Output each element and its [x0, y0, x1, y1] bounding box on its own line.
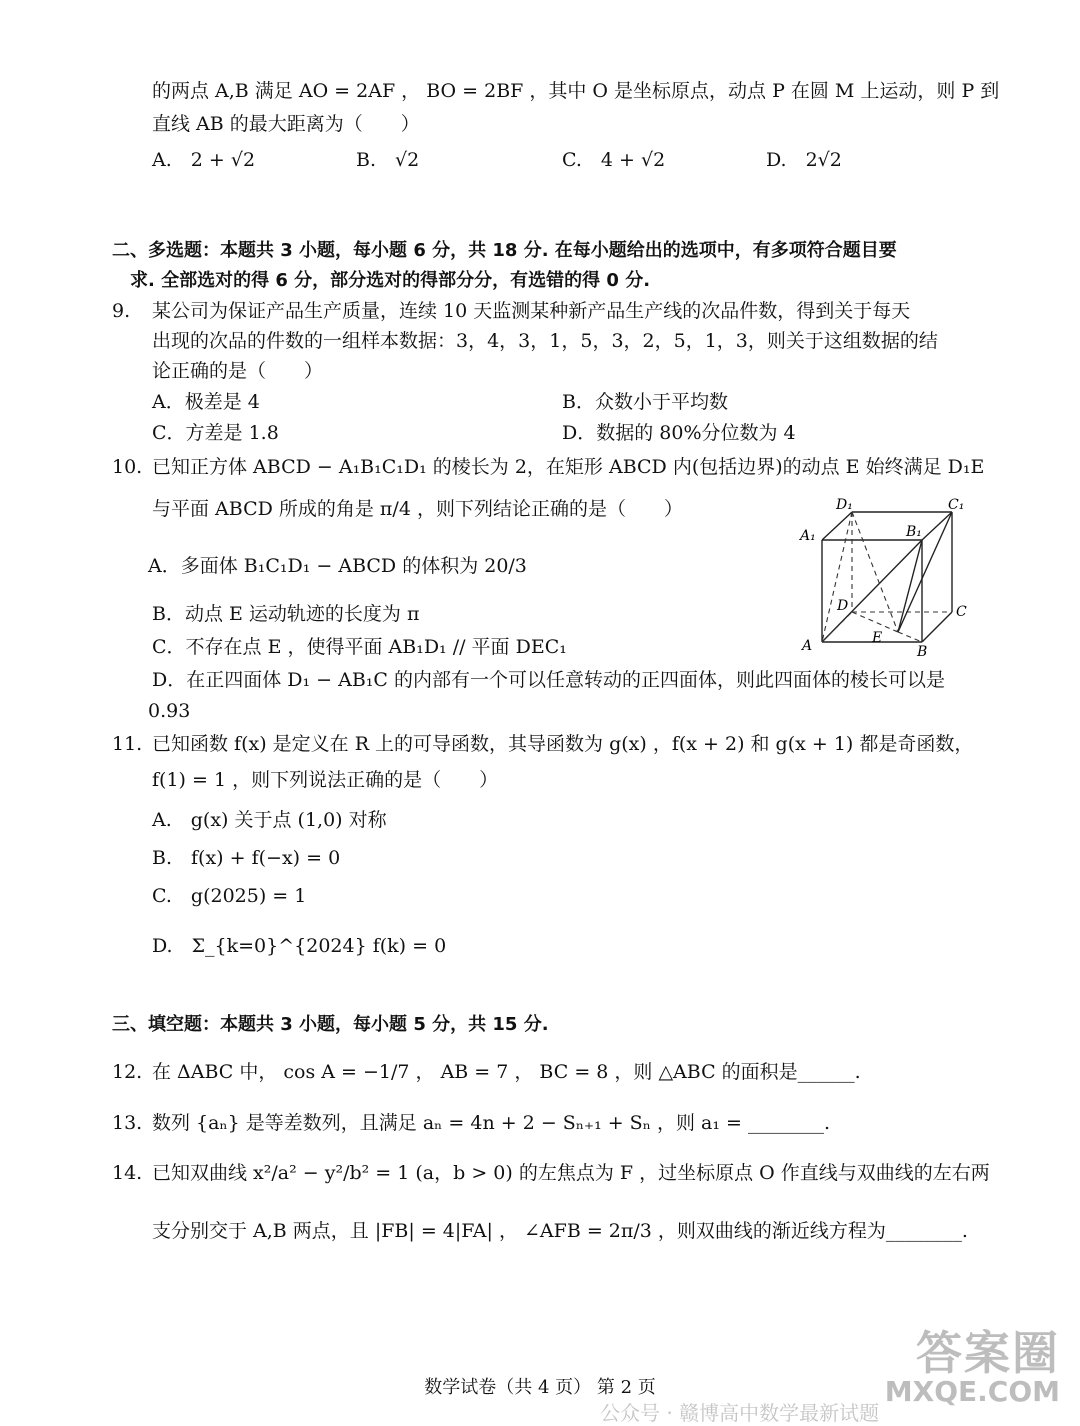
q11-line2: f(1) = 1 ，则下列说法正确的是（ ） [152, 769, 499, 791]
watermark-bottom-left: 公众号 · 赣博高中数学最新试题 [600, 1401, 880, 1425]
q10-line2: 与平面 ABCD 所成的角是 π/4 ，则下列结论正确的是（ ） [152, 498, 683, 520]
q10-option-a: A．多面体 B₁C₁D₁ − ABCD 的体积为 20/3 [148, 555, 527, 577]
section3-heading: 三、填空题：本题共 3 小题，每小题 5 分，共 15 分. [112, 1014, 549, 1035]
section2-heading-line1: 二、多选题：本题共 3 小题，每小题 6 分，共 18 分. 在每小题给出的选项中，有多项符合题目要 [112, 240, 897, 261]
fig-label-a1: A₁ [800, 528, 816, 544]
q11-option-d: D. Σ_{k=0}^{2024} f(k) = 0 [152, 935, 447, 957]
q12-number: 12. [112, 1061, 143, 1083]
q8-line2: 直线 AB 的最大距离为（ ） [152, 113, 420, 135]
q13-number: 13. [112, 1112, 143, 1134]
q9-line1: 某公司为保证产品生产质量，连续 10 天监测某种新产品生产线的次品件数，得到关于每天 [152, 300, 911, 322]
fig-label-b1: B₁ [906, 524, 922, 540]
q9-line2: 出现的次品的件数的一组样本数据：3，4，3，1，5，3，2，5，1，3，则关于这组数据的结 [152, 330, 938, 352]
fig-label-e: E [872, 630, 883, 646]
q11-option-a: A. g(x) 关于点 (1,0) 对称 [152, 809, 387, 831]
q10-option-c: C．不存在点 E ，使得平面 AB₁D₁ // 平面 DEC₁ [152, 636, 567, 658]
fig-label-c1: C₁ [948, 497, 965, 513]
fig-label-a: A [802, 638, 813, 654]
fig-label-d: D [837, 598, 849, 614]
q10-option-d-line1: D．在正四面体 D₁ − AB₁C 的内部有一个可以任意转动的正四面体，则此四面体的棱长可以是 [152, 669, 946, 691]
q8-line1: 的两点 A,B 满足 AO = 2AF ， BO = 2BF ，其中 O 是坐标原点，动点 P 在圆 M 上运动，则 P 到 [152, 80, 1000, 102]
watermark-top: 答案圈 [916, 1326, 1060, 1380]
q9-number: 9. [112, 300, 131, 322]
fig-label-c: C [956, 604, 967, 620]
q11-number: 11. [112, 733, 143, 755]
q8-option-a: A. 2 + √2 [152, 149, 256, 171]
section2-heading-line2: 求. 全部选对的得 6 分，部分选对的得部分分，有选错的得 0 分. [130, 270, 651, 291]
fig-label-b: B [917, 644, 928, 660]
q14-line1: 已知双曲线 x²/a² − y²/b² = 1 (a，b > 0) 的左焦点为 F ，过坐标原点 O 作直线与双曲线的左右两 [152, 1162, 990, 1184]
q11-line1: 已知函数 f(x) 是定义在 R 上的可导函数，其导函数为 g(x) ，f(x + 2) 和 g(x + 1) 都是奇函数， [152, 733, 974, 755]
q10-line1: 已知正方体 ABCD − A₁B₁C₁D₁ 的棱长为 2，在矩形 ABCD 内(包括边界)的动点 E 始终满足 D₁E [152, 456, 985, 478]
q12-text: 在 ΔABC 中， cos A = −1/7 ， AB = 7 ， BC = 8 ，则 △ABC 的面积是______. [152, 1061, 861, 1083]
watermark [884, 1326, 1060, 1408]
page-footer: 数学试卷（共 4 页） 第 2 页 [424, 1377, 656, 1398]
cube-figure [790, 490, 980, 660]
q14-line2: 支分别交于 A,B 两点，且 |FB| = 4|FA| ， ∠AFB = 2π/3 ，则双曲线的渐近线方程为________. [152, 1220, 968, 1242]
q9-option-c: C．方差是 1.8 [152, 422, 279, 444]
q8-option-b: B. √2 [356, 149, 420, 171]
watermark-bottom: MXQE.COM [884, 1375, 1060, 1408]
q9-option-b: B．众数小于平均数 [562, 391, 728, 413]
q9-option-d: D．数据的 80%分位数为 4 [562, 422, 796, 444]
q8-option-c: C. 4 + √2 [562, 149, 666, 171]
q13-text: 数列 {aₙ} 是等差数列，且满足 aₙ = 4n + 2 − Sₙ₊₁ + Sₙ ，则 a₁ = ________. [152, 1112, 830, 1134]
q11-option-b: B. f(x) + f(−x) = 0 [152, 847, 341, 869]
q9-line3: 论正确的是（ ） [152, 360, 324, 382]
q10-number: 10. [112, 456, 143, 478]
q14-number: 14. [112, 1162, 143, 1184]
q9-option-a: A．极差是 4 [152, 391, 260, 413]
q10-option-b: B．动点 E 运动轨迹的长度为 π [152, 603, 420, 625]
q10-option-d-line2: 0.93 [148, 700, 191, 722]
q11-option-c: C. g(2025) = 1 [152, 885, 307, 907]
fig-label-d1: D₁ [836, 497, 853, 513]
q8-option-d: D. 2√2 [766, 149, 842, 171]
